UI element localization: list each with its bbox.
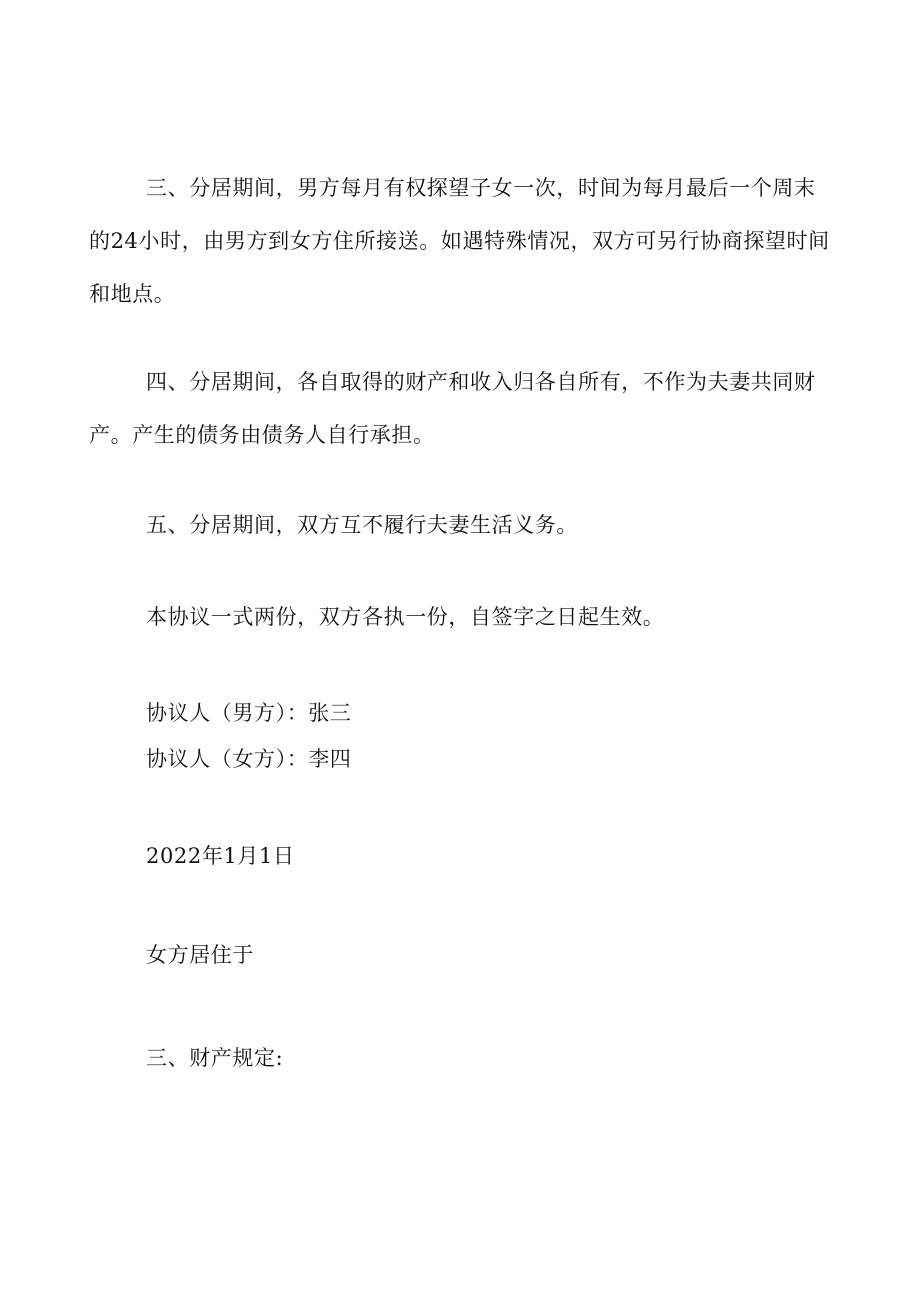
signature-female: 协议人（女方）：李四 <box>146 747 352 771</box>
agreement-note: 本协议一式两份，双方各执一份，自签字之日起生效。 <box>146 605 665 629</box>
residence-line: 女方居住于 <box>146 943 254 967</box>
visitation-paragraph: 三、分居期间，男方每月有权探望子女一次，时间为每月最后一个周末的24小时，由男方到女方住所接送。如遇特殊情况，双方可另行协商探望时间和地点。 <box>89 176 830 306</box>
signature-male: 协议人（男方）：张三 <box>146 701 352 725</box>
no-obligation-paragraph: 五、分居期间，双方互不履行夫妻生活义务。 <box>146 513 578 537</box>
property-heading: 三、财产规定: <box>146 1046 284 1070</box>
agreement-date: 2022年1月1日 <box>146 844 295 868</box>
property-income-paragraph: 四、分居期间，各自取得的财产和收入归各自所有，不作为夫妻共同财产。产生的债务由债务人自行承担。 <box>89 370 816 447</box>
